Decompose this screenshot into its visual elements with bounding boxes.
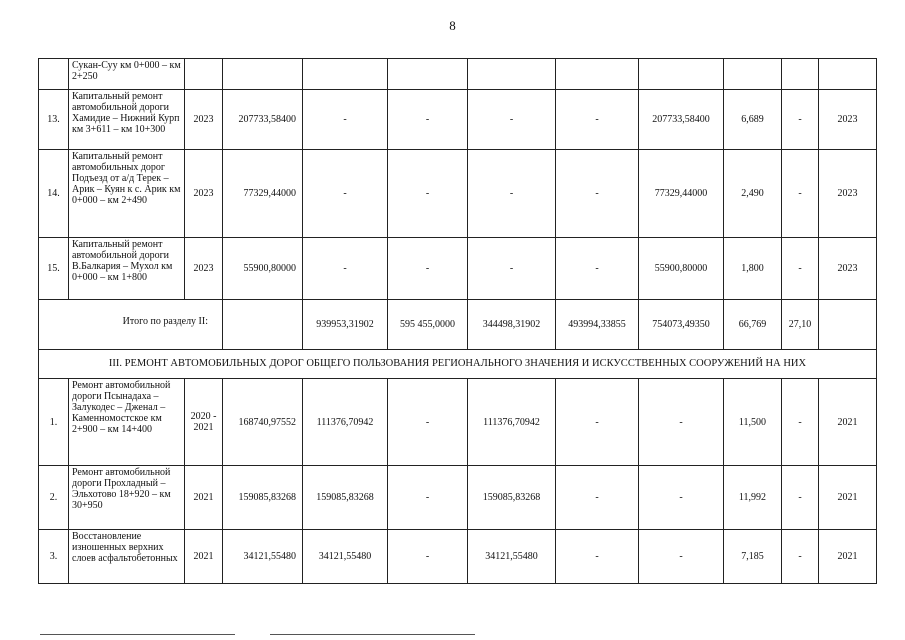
cell-value: -	[468, 150, 556, 238]
cell-end-year: 2023	[819, 150, 877, 238]
cell-value: 111376,70942	[303, 379, 388, 466]
cell-value: -	[639, 466, 724, 530]
cell-year: 2023	[185, 90, 223, 150]
cell-value	[303, 59, 388, 90]
cell-pct: -	[782, 90, 819, 150]
summary-row	[39, 300, 877, 350]
cell-km: 2,490	[724, 150, 782, 238]
cell-total	[223, 300, 303, 350]
cell-pct: -	[782, 466, 819, 530]
cell-year: 2021	[185, 530, 223, 584]
summary-km: 66,769	[724, 300, 782, 350]
cell-end-year: 2023	[819, 238, 877, 300]
cell-object-name: Капитальный ремонт автомобильной дороги Хамидие – Нижний Курп км 3+611 – км 10+300	[69, 90, 185, 150]
cell-pct: -	[782, 379, 819, 466]
cell-value: -	[556, 238, 639, 300]
cell-value: -	[556, 379, 639, 466]
cell-end-year: 2021	[819, 466, 877, 530]
cell-pct: -	[782, 150, 819, 238]
cell-value: -	[468, 238, 556, 300]
cell-value	[556, 59, 639, 90]
cell-value: 77329,44000	[639, 150, 724, 238]
cell-total: 55900,80000	[223, 238, 303, 300]
cell-year: 2020 - 2021	[185, 379, 223, 466]
cell-end-year: 2021	[819, 379, 877, 466]
cell-total: 77329,44000	[223, 150, 303, 238]
cell-value: -	[468, 90, 556, 150]
table-row	[39, 238, 877, 300]
cell-value: -	[388, 466, 468, 530]
cell-value: 34121,55480	[303, 530, 388, 584]
cell-pct	[782, 59, 819, 90]
cell-object-name: Капитальный ремонт автомобильной дороги В.Балкария – Мухол км 0+000 – км 1+800	[69, 238, 185, 300]
cell-number: 13.	[39, 90, 69, 150]
cell-value: 159085,83268	[468, 466, 556, 530]
table-row	[39, 530, 877, 584]
cell-year: 2023	[185, 150, 223, 238]
cell-value: -	[556, 150, 639, 238]
table-row	[39, 90, 877, 150]
section-header-row	[39, 350, 877, 379]
cell-object-name: Капитальный ремонт автомобильных дорог Подъезд от а/д Терек – Арик – Куян к с. Арик км 0+000 – км 2+490	[69, 150, 185, 238]
table-row	[39, 59, 877, 90]
cell-value: 111376,70942	[468, 379, 556, 466]
cell-object-name: Ремонт автомобильной дороги Псынадаха – Залукодес – Дженал – Каменномостское км 2+900 – км 14+400	[69, 379, 185, 466]
footer-rule	[40, 634, 235, 635]
cell-value: -	[639, 530, 724, 584]
summary-value: 754073,49350	[639, 300, 724, 350]
cell-end-year	[819, 59, 877, 90]
section-title: III. РЕМОНТ АВТОМОБИЛЬНЫХ ДОРОГ ОБЩЕГО ПОЛЬЗОВАНИЯ РЕГИОНАЛЬНОГО ЗНАЧЕНИЯ И ИСКУССТВЕННЫХ СООРУЖЕНИЙ НА НИХ	[39, 350, 877, 379]
footer-rule	[270, 634, 475, 635]
cell-value: -	[303, 150, 388, 238]
cell-value: -	[556, 466, 639, 530]
cell-km: 11,500	[724, 379, 782, 466]
cell-value: -	[388, 530, 468, 584]
summary-value: 939953,31902	[303, 300, 388, 350]
cell-value	[639, 59, 724, 90]
cell-km: 11,992	[724, 466, 782, 530]
cell-km: 6,689	[724, 90, 782, 150]
summary-value: 595 455,0000	[388, 300, 468, 350]
cell-pct: -	[782, 530, 819, 584]
cell-object-name: Ремонт автомобильной дороги Прохладный – Эльхотово 18+920 – км 30+950	[69, 466, 185, 530]
cell-value: -	[388, 150, 468, 238]
cell-value: -	[556, 90, 639, 150]
cell-km	[724, 59, 782, 90]
cell-total: 168740,97552	[223, 379, 303, 466]
cell-km: 7,185	[724, 530, 782, 584]
cell-total	[223, 59, 303, 90]
cell-pct: -	[782, 238, 819, 300]
cell-value: -	[639, 379, 724, 466]
cell-number: 1.	[39, 379, 69, 466]
table-row	[39, 466, 877, 530]
cell-value: -	[388, 379, 468, 466]
table-row	[39, 379, 877, 466]
cell-year: 2021	[185, 466, 223, 530]
investment-table	[38, 58, 877, 584]
cell-value: 159085,83268	[303, 466, 388, 530]
cell-value: 207733,58400	[639, 90, 724, 150]
cell-year: 2023	[185, 238, 223, 300]
cell-end-year	[819, 300, 877, 350]
table-row	[39, 150, 877, 238]
cell-object-name: Восстановление изношенных верхних слоев асфальтобетонных	[69, 530, 185, 584]
page-number: 8	[449, 18, 456, 33]
cell-object-name: Сукан-Суу км 0+000 – км 2+250	[69, 59, 185, 90]
cell-number	[39, 59, 69, 90]
cell-km: 1,800	[724, 238, 782, 300]
cell-value	[468, 59, 556, 90]
cell-number: 3.	[39, 530, 69, 584]
summary-value: 493994,33855	[556, 300, 639, 350]
cell-value: 34121,55480	[468, 530, 556, 584]
summary-label: Итого по разделу II:	[39, 300, 223, 350]
cell-value: -	[303, 238, 388, 300]
summary-value: 344498,31902	[468, 300, 556, 350]
cell-value	[388, 59, 468, 90]
cell-value: -	[303, 90, 388, 150]
summary-pct: 27,10	[782, 300, 819, 350]
cell-end-year: 2021	[819, 530, 877, 584]
cell-year	[185, 59, 223, 90]
cell-value: -	[388, 90, 468, 150]
cell-number: 2.	[39, 466, 69, 530]
cell-value: -	[556, 530, 639, 584]
cell-total: 159085,83268	[223, 466, 303, 530]
cell-number: 14.	[39, 150, 69, 238]
cell-total: 34121,55480	[223, 530, 303, 584]
cell-total: 207733,58400	[223, 90, 303, 150]
cell-value: -	[388, 238, 468, 300]
cell-value: 55900,80000	[639, 238, 724, 300]
cell-end-year: 2023	[819, 90, 877, 150]
cell-number: 15.	[39, 238, 69, 300]
